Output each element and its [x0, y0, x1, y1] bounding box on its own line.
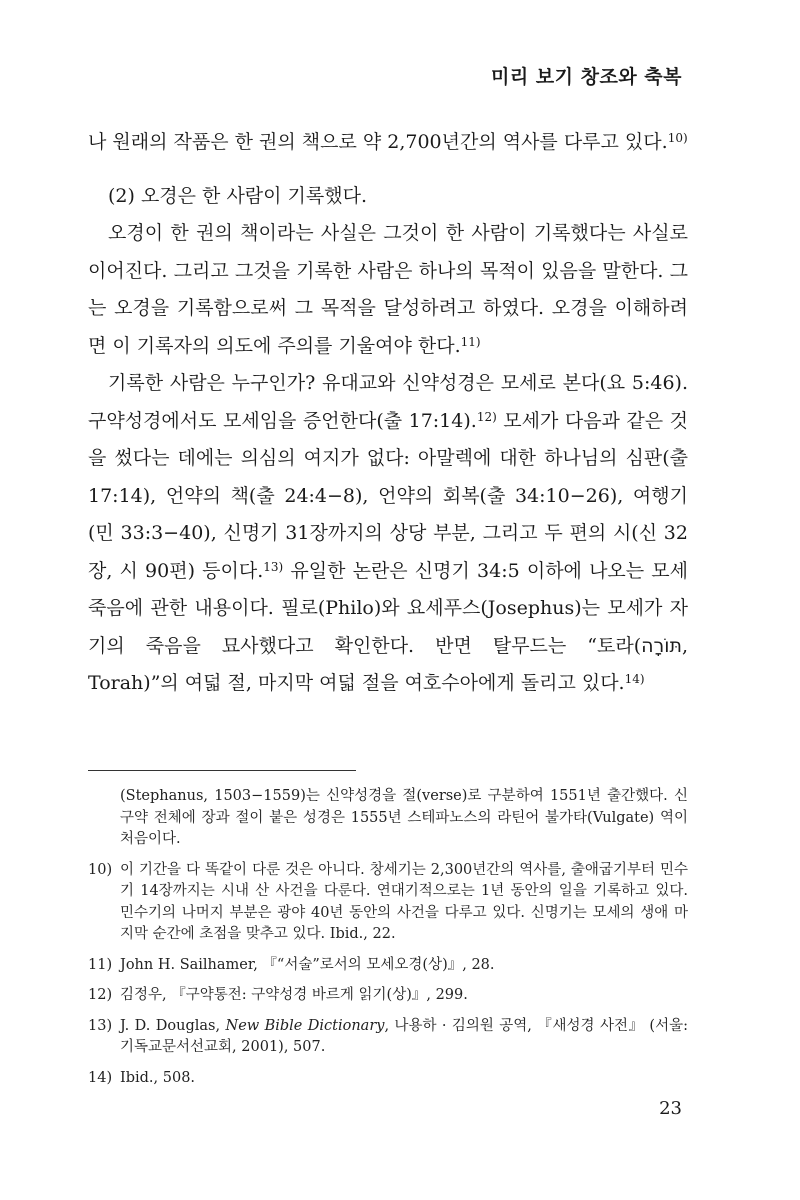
footnote-divider: [88, 770, 356, 771]
paragraph-1-text: 오경이 한 권의 책이라는 사실은 그것이 한 사람이 기록했다는 사실로 이어진다. 그리고 그것을 기록한 사람은 하나의 목적이 있음을 말한다. 그는 오경을 기록함으로써 그 목적을 달성하려고 하였다. 오경을 이해하려면 이 기록자의 의도에 주의를 기울여야 한다.: [88, 222, 688, 357]
section-heading: (2) 오경은 한 사람이 기록했다.: [108, 184, 368, 207]
footnote-10: [88, 860, 688, 946]
footnote-text: [120, 1016, 688, 1059]
footnote-text: Ibid., 508.: [120, 1069, 196, 1086]
paragraph-2: [88, 365, 688, 703]
page-number: 23: [659, 1098, 682, 1119]
footnote-text: 이 기간을 다 똑같이 다룬 것은 아니다. 창세기는 2,300년간의 역사를, 출애굽기부터 민수기 14장까지는 시내 산 사건을 다룬다. 연대기적으로는 1년 동안의 일을 기록하고 있다. 민수기의 나머지 부분은 광야 40년 동안의 사건을 다루고 있다. 신명기는 모세의 생애 마지막 순간에 초점을 맞추고 있다. Ibid., 22.: [120, 861, 688, 942]
footnote-continued: [88, 786, 688, 851]
footnote-number: 13): [88, 1017, 113, 1034]
footnote-text: 김정우, 『구약통전: 구약성경 바르게 읽기(상)』, 299.: [120, 987, 468, 1003]
footnote-12: [88, 985, 688, 1007]
footnote-number: 10): [88, 861, 113, 878]
footnote-number: 14): [88, 1069, 113, 1086]
footnote-text: John H. Sailhamer, 『“서술”로서의 모세오경(상)』, 28.: [120, 956, 495, 973]
footnote-text: (Stephanus, 1503−1559)는 신약성경을 절(verse)로 구분하여 1551년 출간했다. 신구약 전체에 장과 절이 붙은 성경은 1555년 스테파노스의 라틴어 불가타(Vulgate) 역이 처음이다.: [120, 788, 688, 847]
footnote-ref-13: 13): [263, 559, 284, 574]
footnote-text-a: J. D. Douglas,: [120, 1017, 226, 1034]
footnote-14: [88, 1068, 688, 1090]
continued-line: [88, 124, 688, 162]
paragraph-2-text-d: , Torah)”의 여덟 절, 마지막 여덟 절을 여호수아에게 돌리고 있다.: [88, 634, 688, 694]
footnotes: [88, 786, 688, 1098]
footnote-11: [88, 955, 688, 977]
paragraph-1: [88, 215, 688, 365]
paragraph-2-text-b: 모세가 다음과 같은 것을 썼다는 데에는 의심의 여지가 없다: 아말렉에 대한 하나님의 심판(출 17:14), 언약의 책(출 24:4−8), 언약의 회복(출 34:10−26), 여행기(민 33:3−40), 신명기 31장까지의 상당 부분, 그리고 두 편의 시(신 32장, 시 90편) 등이다.: [88, 409, 688, 582]
running-header: 미리 보기 창조와 축복: [490, 66, 682, 88]
footnote-ref-14: 14): [624, 672, 645, 686]
footnote-ref-10: 10): [667, 131, 688, 145]
footnote-13: [88, 1016, 688, 1059]
footnote-ref-11: 11): [460, 334, 481, 349]
hebrew-word: תּוֹרָה: [641, 634, 682, 657]
footnote-number: 12): [88, 987, 113, 1003]
main-text: [88, 124, 688, 703]
paragraph-2-text-a: 기록한 사람은 누구인가? 유대교와 신약성경은 모세로 본다(요 5:46). 구약성경에서도 모세임을 증언한다(출 17:14).: [88, 372, 688, 432]
footnote-number: 11): [88, 956, 113, 973]
paragraph-2-text-c: 유일한 논란은 신명기 34:5 이하에 나오는 모세 죽음에 관한 내용이다. 필로(Philo)와 요세푸스(Josephus)는 모세가 자기의 죽음을 묘사했다고 확인한다. 반면 탈무드는 “토라(: [88, 559, 688, 657]
text-line: 나 원래의 작품은 한 권의 책으로 약 2,700년간의 역사를 다루고 있다.: [88, 131, 668, 153]
footnote-text-b: , 나용하 · 김의원 공역, 『새성경 사전』 (서울: 기독교문서선교회, 2001), 507.: [120, 1017, 688, 1055]
book-title-italic: New Bible Dictionary: [225, 1017, 385, 1034]
footnote-ref-12: 12): [476, 409, 497, 424]
